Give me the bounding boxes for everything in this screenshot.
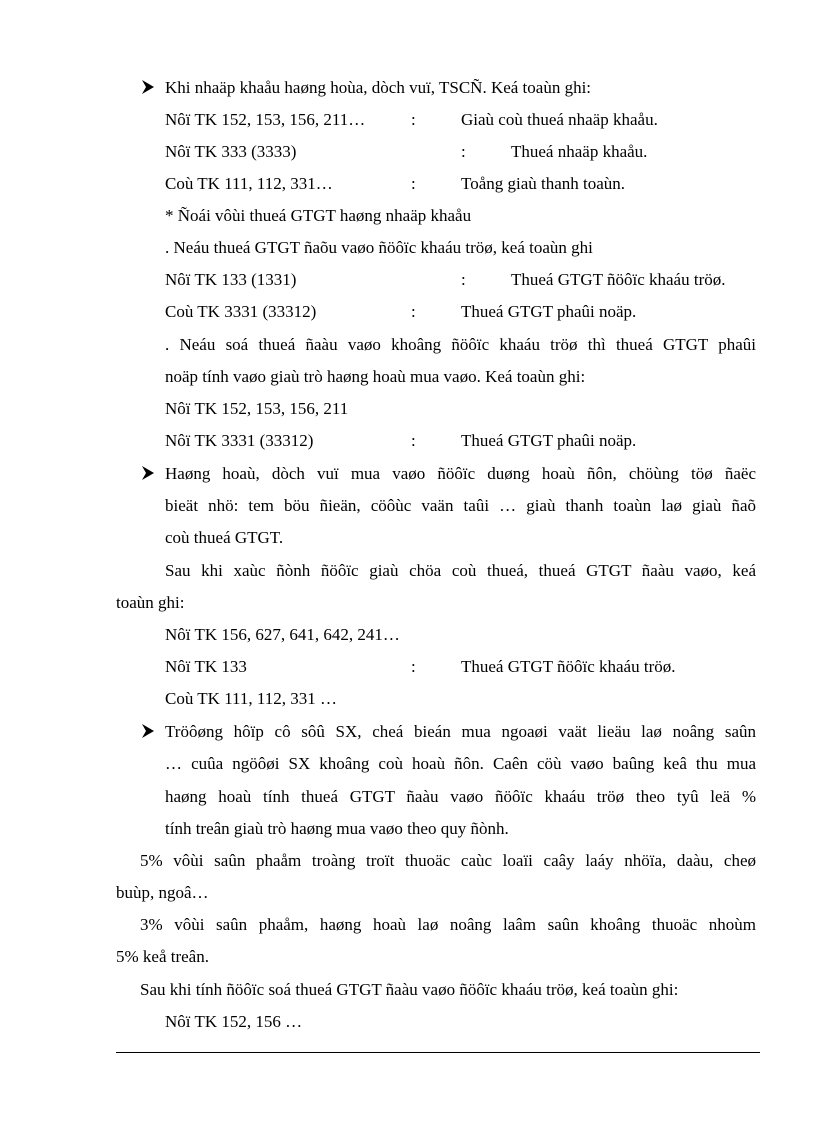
arrow-bullet-icon xyxy=(141,723,155,739)
separator: : xyxy=(411,174,416,193)
debit-account: Nôï TK 133 (1331) xyxy=(165,270,297,289)
paragraph-line: Khi nhaäp khaåu haøng hoùa, dòch vuï, TSCÑ. Keá toaùn ghi: xyxy=(165,78,592,97)
paragraph-line: Tröôøng hôïp cô sôû SX, cheá bieán mua ngoaøi vaät lieäu laø noâng saûn xyxy=(165,722,756,741)
paragraph-line: tính treân giaù trò haøng mua vaøo theo quy ñònh. xyxy=(165,819,509,838)
paragraph-line: * Ñoái vôùi thueá GTGT haøng nhaäp khaåu xyxy=(165,206,472,225)
separator: : xyxy=(461,270,466,289)
entry-description: Toång giaù thanh toaùn. xyxy=(461,174,626,193)
paragraph-line: 5% keå treân. xyxy=(116,947,209,966)
paragraph-line: noäp tính vaøo giaù trò haøng hoaù mua vaøo. Keá toaùn ghi: xyxy=(165,367,586,386)
paragraph-line: Haøng hoaù, dòch vuï mua vaøo ñöôïc duøng hoaù ñôn, chöùng töø ñaëc xyxy=(165,464,756,483)
paragraph-line: coù thueá GTGT. xyxy=(165,528,284,547)
paragraph-line: Sau khi tính ñöôïc soá thueá GTGT ñaàu vaøo ñöôïc khaáu tröø, keá toaùn ghi: xyxy=(140,980,679,999)
credit-account: Coù TK 3331 (33312) xyxy=(165,302,317,321)
entry-description: Thueá nhaäp khaåu. xyxy=(511,142,648,161)
paragraph-line: . Neáu thueá GTGT ñaõu vaøo ñöôïc khaáu tröø, keá toaùn ghi xyxy=(165,238,593,257)
debit-account: Nôï TK 156, 627, 641, 642, 241… xyxy=(165,625,400,644)
entry-description: Giaù coù thueá nhaäp khaåu. xyxy=(461,110,658,129)
separator: : xyxy=(411,110,416,129)
separator: : xyxy=(461,142,466,161)
separator: : xyxy=(411,302,416,321)
separator: : xyxy=(411,431,416,450)
credit-account: Coù TK 111, 112, 331… xyxy=(165,174,333,193)
entry-description: Thueá GTGT phaûi noäp. xyxy=(461,431,637,450)
debit-account: Nôï TK 3331 (33312) xyxy=(165,431,314,450)
paragraph-line: … cuûa ngöôøi SX khoâng coù hoaù ñôn. Caên cöù vaøo baûng keâ thu mua xyxy=(165,754,756,773)
debit-account: Nôï TK 152, 153, 156, 211 xyxy=(165,399,349,418)
entry-description: Thueá GTGT ñöôïc khaáu tröø. xyxy=(511,270,726,289)
paragraph-line: buùp, ngoâ… xyxy=(116,883,209,902)
debit-account: Nôï TK 333 (3333) xyxy=(165,142,297,161)
arrow-bullet-icon xyxy=(141,465,155,481)
debit-account: Nôï TK 133 xyxy=(165,657,247,676)
footer-divider xyxy=(116,1052,760,1053)
paragraph-line: . Neáu soá thueá ñaàu vaøo khoâng ñöôïc khaáu tröø thì thueá GTGT phaûi xyxy=(165,335,756,354)
paragraph-line: bieät nhö: tem böu ñieän, cöôùc vaän taûi … giaù thanh toaùn laø giaù ñaõ xyxy=(165,496,756,515)
credit-account: Coù TK 111, 112, 331 … xyxy=(165,689,338,708)
paragraph-line: toaùn ghi: xyxy=(116,593,185,612)
debit-account: Nôï TK 152, 153, 156, 211… xyxy=(165,110,366,129)
paragraph-line: haøng hoaù tính thueá GTGT ñaàu vaøo ñöôïc khaáu tröø theo tyû leä % xyxy=(165,787,756,806)
paragraph-line: 5% vôùi saûn phaåm troàng troït thuoäc caùc loaïi caây laáy nhöïa, daàu, cheø xyxy=(140,851,756,870)
entry-description: Thueá GTGT ñöôïc khaáu tröø. xyxy=(461,657,676,676)
arrow-bullet-icon xyxy=(141,79,155,95)
entry-description: Thueá GTGT phaûi noäp. xyxy=(461,302,637,321)
debit-account: Nôï TK 152, 156 … xyxy=(165,1012,303,1031)
separator: : xyxy=(411,657,416,676)
paragraph-line: Sau khi xaùc ñònh ñöôïc giaù chöa coù thueá, thueá GTGT ñaàu vaøo, keá xyxy=(165,561,756,580)
paragraph-line: 3% vôùi saûn phaåm, haøng hoaù laø noâng laâm saûn khoâng thuoäc nhoùm xyxy=(140,915,756,934)
